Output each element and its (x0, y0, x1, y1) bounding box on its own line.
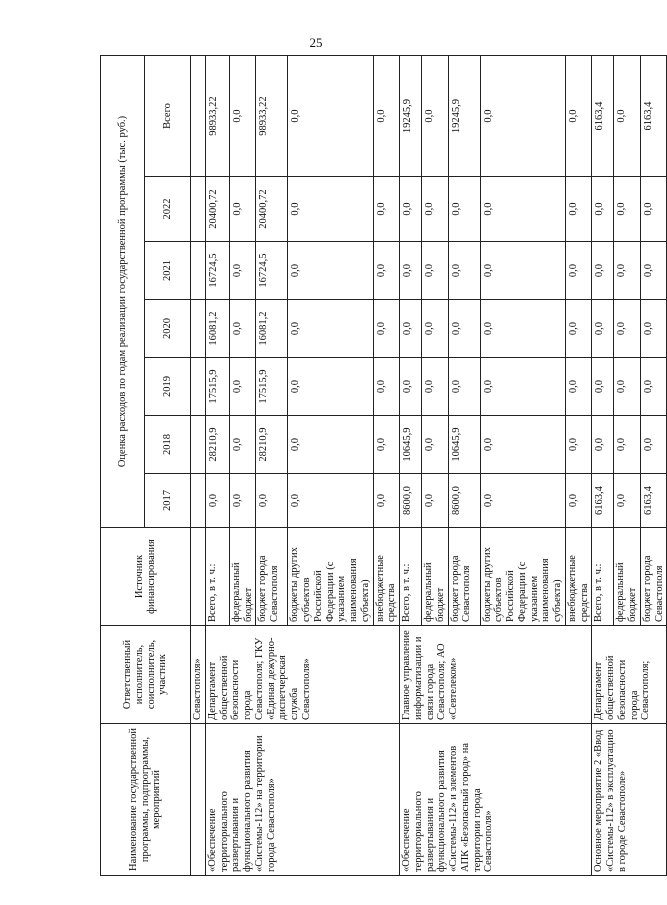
value-cell: 0,0 (373, 300, 400, 358)
value-cell: 0,0 (480, 55, 565, 176)
value-cell: 0,0 (614, 416, 641, 474)
value-cell: 19245,9 (448, 55, 480, 176)
value-cell: 0,0 (422, 474, 449, 528)
value-cell: 0,0 (288, 474, 373, 528)
value-cell: 6163,4 (592, 474, 614, 528)
value-cell: 0,0 (288, 177, 373, 242)
value-cell: 0,0 (229, 177, 256, 242)
value-cell: 0,0 (565, 55, 592, 176)
value-cell: 16724,5 (205, 242, 229, 300)
value-cell: 0,0 (614, 358, 641, 416)
executor-cell: Севастополя» (191, 626, 206, 724)
source-cell: бюджет города Севастополя (448, 528, 480, 626)
value-cell: 0,0 (565, 474, 592, 528)
rotated-table-container (100, 56, 665, 876)
value-cell: 0,0 (614, 177, 641, 242)
source-cell: бюджеты других субъектов Российской Федерации (с указанием наименования субъекта) (288, 528, 373, 626)
header-source: Источник финансирования (101, 528, 191, 626)
value-cell: 0,0 (640, 242, 667, 300)
value-cell: 0,0 (288, 55, 373, 176)
table-row (191, 55, 206, 875)
header-year: 2022 (145, 177, 191, 242)
source-cell: Всего, в т. ч.: (205, 528, 229, 626)
value-cell: 98933,22 (256, 55, 288, 176)
value-cell: 0,0 (422, 416, 449, 474)
value-cell: 0,0 (422, 177, 449, 242)
table-row (400, 55, 422, 875)
value-cell: 6163,4 (592, 55, 614, 176)
value-cell: 0,0 (565, 416, 592, 474)
value-cell: 0,0 (448, 358, 480, 416)
value-cell: 20400,72 (205, 177, 229, 242)
value-cell: 16724,5 (256, 242, 288, 300)
value-cell: 0,0 (448, 300, 480, 358)
value-cell: 28210,9 (256, 416, 288, 474)
value-cell: 0,0 (614, 474, 641, 528)
value-cell: 0,0 (422, 300, 449, 358)
source-cell: Всего, в т. ч.: (592, 528, 614, 626)
value-cell: 0,0 (400, 358, 422, 416)
value-cell: 0,0 (592, 358, 614, 416)
value-cell: 6163,4 (640, 474, 667, 528)
value-cell: 0,0 (565, 177, 592, 242)
value-cell: 0,0 (448, 177, 480, 242)
value-cell: 16081,2 (205, 300, 229, 358)
value-cell: 0,0 (229, 474, 256, 528)
executor-cell: Департамент общественной безопасности города Севастополя; (592, 626, 667, 724)
value-cell: 0,0 (480, 474, 565, 528)
value-cell: 0,0 (565, 358, 592, 416)
value-cell: 0,0 (400, 300, 422, 358)
header-total: Всего (145, 55, 191, 176)
source-cell: Всего, в т. ч.: (400, 528, 422, 626)
value-cell: 0,0 (480, 242, 565, 300)
source-cell: бюджет города Севастополя (256, 528, 288, 626)
program-name-cell: «Обеспечение территориального развертывания и функционального развития «Системы-112» и элементов АПК «Безопасный город» на территории города Севастополя» (400, 724, 592, 876)
value-cell: 10645,9 (448, 416, 480, 474)
table-row (592, 55, 614, 875)
source-cell: бюджеты других субъектов Российской Федерации (с указанием наименования субъекта) (480, 528, 565, 626)
value-cell: 0,0 (480, 358, 565, 416)
source-cell: федеральный бюджет (422, 528, 449, 626)
value-cell: 0,0 (288, 358, 373, 416)
value-cell: 17515,9 (205, 358, 229, 416)
value-cell: 0,0 (614, 300, 641, 358)
source-cell: бюджет города Севастополя (640, 528, 667, 626)
source-cell: федеральный бюджет (614, 528, 641, 626)
value-cell: 0,0 (256, 474, 288, 528)
value-cell: 0,0 (480, 177, 565, 242)
program-name-cell: Основное мероприятие 2 «Ввод «Системы-112» в эксплуатацию в городе Севастополе» (592, 724, 667, 876)
value-cell: 0,0 (288, 416, 373, 474)
value-cell: 0,0 (288, 242, 373, 300)
value-cell: 0,0 (640, 416, 667, 474)
value-cell: 8600,0 (400, 474, 422, 528)
value-cell: 0,0 (229, 416, 256, 474)
value-cell: 0,0 (373, 177, 400, 242)
value-cell: 0,0 (480, 300, 565, 358)
header-year: 2017 (145, 474, 191, 528)
header-executor: Ответственный исполнитель, соисполнитель, участник (101, 626, 191, 724)
value-cell: 98933,22 (205, 55, 229, 176)
value-cell: 17515,9 (256, 358, 288, 416)
value-cell: 0,0 (400, 242, 422, 300)
header-year: 2020 (145, 300, 191, 358)
value-cell: 0,0 (640, 177, 667, 242)
value-cell: 0,0 (480, 416, 565, 474)
value-cell: 0,0 (592, 177, 614, 242)
budget-table (100, 55, 667, 876)
value-cell: 0,0 (592, 300, 614, 358)
page-number: 25 (309, 35, 323, 50)
value-cell: 0,0 (229, 358, 256, 416)
executor-cell: Главное управление информатизации и связи города Севастополя; АО «Севтелеком» (400, 626, 592, 724)
source-cell: внебюджетные средства (373, 528, 400, 626)
value-cell: 0,0 (229, 242, 256, 300)
header-year: 2019 (145, 358, 191, 416)
value-cell: 19245,9 (400, 55, 422, 176)
value-cell: 28210,9 (205, 416, 229, 474)
header-year: 2021 (145, 242, 191, 300)
value-cell: 0,0 (400, 177, 422, 242)
source-cell: федеральный бюджет (229, 528, 256, 626)
value-cell: 0,0 (229, 55, 256, 176)
header-name: Наименование государственной программы, подпрограммы, мероприятий (101, 724, 191, 876)
value-cell: 16081,2 (256, 300, 288, 358)
value-cell: 0,0 (614, 55, 641, 176)
value-cell: 0,0 (448, 242, 480, 300)
value-cell: 0,0 (592, 242, 614, 300)
value-cell: 0,0 (288, 300, 373, 358)
value-cell: 0,0 (373, 55, 400, 176)
value-cell: 20400,72 (256, 177, 288, 242)
value-cell: 0,0 (640, 300, 667, 358)
value-cell: 0,0 (205, 474, 229, 528)
value-cell: 10645,9 (400, 416, 422, 474)
value-cell: 0,0 (592, 416, 614, 474)
program-name-cell: «Обеспечение территориального развертывания и функционального развития «Системы-112» на территории города Севастополя» (205, 724, 399, 876)
value-cell: 0,0 (422, 358, 449, 416)
header-estimate: Оценка расходов по годам реализации государственной программы (тыс. руб.) (101, 55, 145, 527)
value-cell: 6163,4 (640, 55, 667, 176)
value-cell: 0,0 (565, 242, 592, 300)
value-cell: 0,0 (373, 416, 400, 474)
value-cell: 0,0 (565, 300, 592, 358)
executor-cell: Департамент общественной безопасности города Севастополя; ГКУ «Единая дежурно-диспетчерская служба Севастополя» (205, 626, 399, 724)
value-cell: 0,0 (229, 300, 256, 358)
value-cell: 8600,0 (448, 474, 480, 528)
value-cell: 0,0 (640, 358, 667, 416)
value-cell: 0,0 (373, 242, 400, 300)
value-cell: 0,0 (373, 358, 400, 416)
value-cell: 0,0 (422, 242, 449, 300)
source-cell: внебюджетные средства (565, 528, 592, 626)
value-cell: 0,0 (373, 474, 400, 528)
table-row (205, 55, 229, 875)
value-cell: 0,0 (422, 55, 449, 176)
value-cell: 0,0 (614, 242, 641, 300)
header-year: 2018 (145, 416, 191, 474)
